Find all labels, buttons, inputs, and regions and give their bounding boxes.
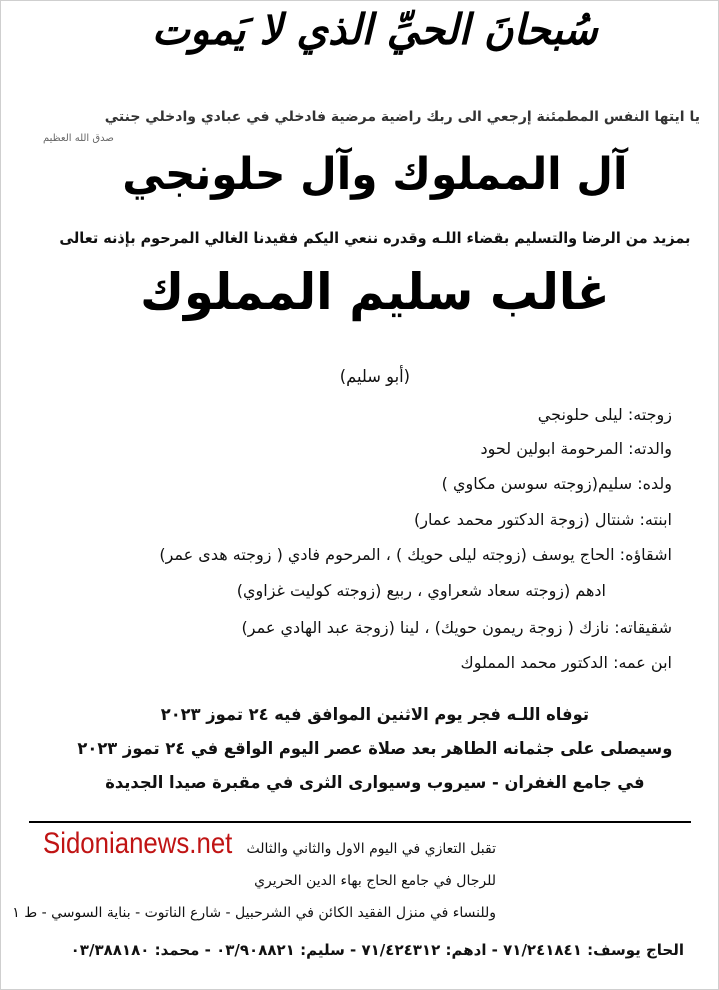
- verse-attribution: صدق الله العظيم: [43, 133, 114, 144]
- deceased-name: غالب سليم المملوك: [140, 263, 610, 321]
- relative-line-brothers-cont: ادهم (زوجته سعاد شعراوي ، ربيع (زوجته كوليت غزاوي): [236, 581, 606, 600]
- condolence-days: تقبل التعازي في اليوم الاول والثاني والثالث: [246, 841, 496, 857]
- funeral-prayer: وسيصلى على جثمانه الطاهر بعد صلاة عصر اليوم الواقع في ٢٤ تموز ٢٠٢٣: [77, 739, 673, 759]
- burial-location: في جامع الغفران - سيروب وسيوارى الثرى في مقبرة صيدا الجديدة: [105, 773, 645, 793]
- quran-verse: يا ايتها النفس المطمئنة إرجعي الى ربك راضية مرضية فادخلي في عبادي وادخلي جنتي: [104, 109, 700, 125]
- relative-line-son: ولده: سليم(زوجته سوسن مكاوي ): [441, 474, 672, 493]
- contact-phones: الحاج يوسف: ٧١/٢٤١٨٤١ - ادهم: ٧١/٤٢٤٣١٢ - سليم: ٠٣/٩٠٨٨٢١ - محمد: ٠٣/٣٨٨١٨٠: [70, 941, 684, 959]
- death-announcement: توفاه اللـه فجر يوم الاثنين الموافق فيه ٢٤ تموز ٢٠٢٣: [160, 705, 589, 725]
- announcement-intro: بمزيد من الرضا والتسليم بقضاء اللـه وقدره ننعي اليكم فقيدنا الغالي المرحوم بإذنه تعالى: [59, 229, 691, 247]
- condolence-men: للرجال في جامع الحاج بهاء الدين الحريري: [254, 873, 496, 889]
- relative-line-cousin: ابن عمه: الدكتور محمد المملوك: [460, 653, 672, 672]
- relative-line-daughter: ابنته: شنتال (زوجة الدكتور محمد عمار): [413, 510, 672, 529]
- condolence-women: وللنساء في منزل الفقيد الكائن في الشرحبيل - شارع الناتوت - بناية السوسي - ط ١: [12, 905, 496, 921]
- deceased-nickname: (أبو سليم): [339, 367, 411, 387]
- relative-line-brothers: اشقاؤه: الحاج يوسف (زوجته ليلى حويك ) ، المرحوم فادي ( زوجته هدى عمر): [159, 545, 672, 564]
- section-divider: [29, 821, 691, 823]
- family-names: آل المملوك وآل حلونجي: [122, 149, 628, 200]
- site-watermark: Sidonianews.net: [43, 827, 233, 860]
- relative-line-mother: والدته: المرحومة ابولين لحود: [480, 439, 672, 458]
- calligraphy-header: سُبحانَ الحيِّ الذي لا يَموت: [152, 5, 598, 54]
- relative-line-sisters: شقيقاته: نازك ( زوجة ريمون حويك) ، لينا (زوجة عبد الهادي عمر): [241, 618, 672, 637]
- relative-line-wife: زوجته: ليلى حلونجي: [537, 405, 672, 424]
